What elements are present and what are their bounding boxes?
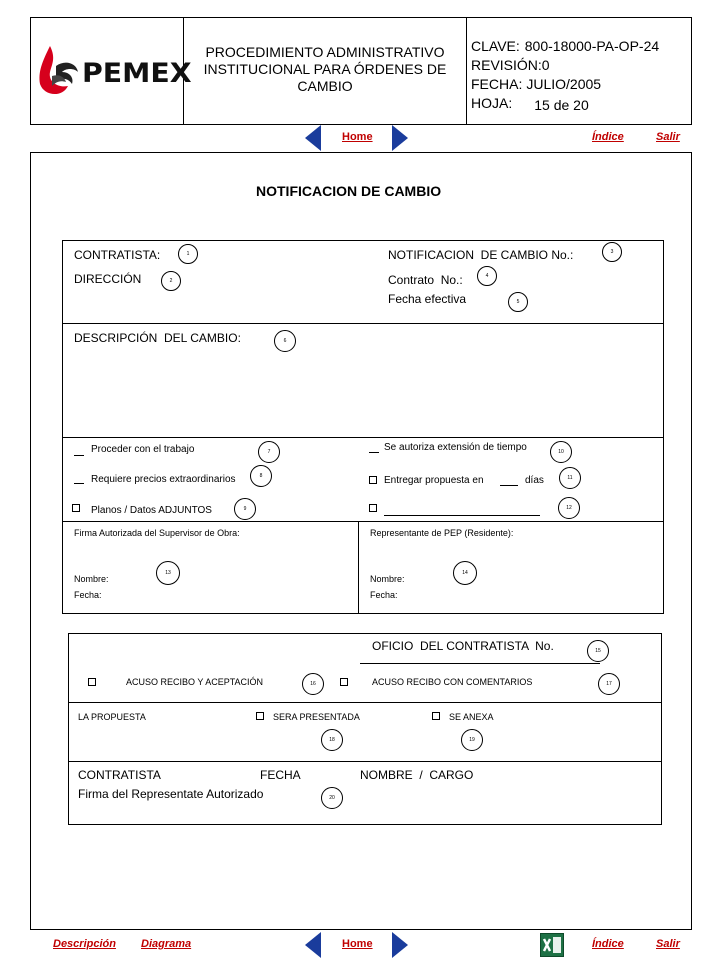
dias-label: días bbox=[525, 475, 544, 486]
blank-line bbox=[369, 452, 379, 453]
bottom-indice-link[interactable]: Índice bbox=[592, 938, 624, 950]
next-arrow-icon[interactable] bbox=[392, 932, 408, 958]
representante-pep-label: Representante de PEP (Residente): bbox=[370, 528, 514, 538]
pep-nombre-label: Nombre: bbox=[370, 574, 405, 584]
notification-form bbox=[62, 240, 664, 614]
prev-arrow-icon[interactable] bbox=[305, 932, 321, 958]
other-blank bbox=[384, 515, 540, 516]
marker-12: 12 bbox=[558, 497, 580, 519]
fecha-value: JULIO/2005 bbox=[526, 76, 602, 92]
marker-18: 18 bbox=[321, 729, 343, 751]
sera-presentada-checkbox[interactable] bbox=[256, 712, 264, 720]
marker-15: 15 bbox=[587, 640, 609, 662]
clave-value: 800-18000-PA-OP-24 bbox=[524, 38, 660, 54]
marker-13: 13 bbox=[156, 561, 180, 585]
marker-16: 16 bbox=[302, 673, 324, 695]
marker-17: 17 bbox=[598, 673, 620, 695]
la-propuesta-label: LA PROPUESTA bbox=[78, 712, 146, 722]
marker-4: 4 bbox=[477, 266, 497, 286]
descripcion-label: DESCRIPCIÓN DEL CAMBIO: bbox=[74, 331, 241, 345]
marker-14: 14 bbox=[453, 561, 477, 585]
document-title: PROCEDIMIENTO ADMINISTRATIVO INSTITUCIONAL PARA ÓRDENES DE CAMBIO bbox=[203, 44, 447, 94]
sera-presentada-label: SERA PRESENTADA bbox=[273, 712, 360, 722]
marker-9: 9 bbox=[234, 498, 256, 520]
marker-6: 6 bbox=[274, 330, 296, 352]
divider bbox=[62, 437, 664, 438]
dias-blank bbox=[500, 485, 518, 486]
clave-label: CLAVE: bbox=[471, 38, 520, 54]
bottom-descripcion-link[interactable]: Descripción bbox=[53, 938, 116, 950]
marker-2: 2 bbox=[161, 271, 181, 291]
marker-10: 10 bbox=[550, 441, 572, 463]
acuse-comentarios-checkbox[interactable] bbox=[340, 678, 348, 686]
divider bbox=[62, 521, 664, 522]
pemex-logo bbox=[34, 40, 192, 100]
fecha2-label: FECHA bbox=[260, 768, 301, 782]
firma-supervisor-label: Firma Autorizada del Supervisor de Obra: bbox=[74, 528, 240, 538]
direccion-label: DIRECCIÓN bbox=[74, 272, 142, 286]
autoriza-label: Se autoriza extensión de tiempo bbox=[384, 442, 527, 453]
revision-label: REVISIÓN: bbox=[471, 57, 542, 73]
contratista2-label: CONTRATISTA bbox=[78, 768, 161, 782]
contrato-label: Contrato No.: bbox=[388, 273, 463, 287]
notificacion-label: NOTIFICACION DE CAMBIO No.: bbox=[388, 248, 574, 262]
fecha-label: FECHA: bbox=[471, 76, 523, 92]
signature-divider bbox=[358, 521, 359, 614]
bottom-diagrama-link[interactable]: Diagrama bbox=[141, 938, 192, 950]
next-arrow-icon[interactable] bbox=[392, 125, 408, 151]
divider bbox=[68, 761, 662, 762]
marker-19: 19 bbox=[461, 729, 483, 751]
top-salir-link[interactable]: Salir bbox=[656, 131, 680, 143]
hoja-label: HOJA: bbox=[471, 95, 513, 111]
marker-7: 7 bbox=[258, 441, 280, 463]
fecha-efectiva-label: Fecha efectiva bbox=[388, 292, 467, 306]
hoja-value: 15 de 20 bbox=[534, 97, 589, 113]
se-anexa-checkbox[interactable] bbox=[432, 712, 440, 720]
marker-1: 1 bbox=[178, 244, 198, 264]
blank-line bbox=[74, 483, 84, 484]
marker-20: 20 bbox=[321, 787, 343, 809]
planos-checkbox[interactable] bbox=[72, 504, 80, 512]
marker-3: 3 bbox=[602, 242, 622, 262]
planos-label: Planos / Datos ADJUNTOS bbox=[91, 505, 212, 516]
entregar-label: Entregar propuesta en bbox=[384, 475, 484, 486]
logo-text: PEMEX bbox=[82, 58, 192, 89]
proceder-label: Proceder con el trabajo bbox=[91, 444, 195, 455]
marker-11: 11 bbox=[559, 467, 581, 489]
marker-5: 5 bbox=[508, 292, 528, 312]
bottom-home-link[interactable]: Home bbox=[342, 938, 373, 950]
acuse-aceptacion-label: ACUSO RECIBO Y ACEPTACIÓN bbox=[126, 677, 264, 687]
prev-arrow-icon[interactable] bbox=[305, 125, 321, 151]
divider bbox=[68, 702, 662, 703]
acuse-aceptacion-checkbox[interactable] bbox=[88, 678, 96, 686]
marker-8: 8 bbox=[250, 465, 272, 487]
divider bbox=[62, 323, 664, 324]
firma-representante-label: Firma del Representate Autorizado bbox=[78, 787, 264, 801]
se-anexa-label: SE ANEXA bbox=[449, 712, 494, 722]
form-title: NOTIFICACION DE CAMBIO bbox=[256, 183, 442, 199]
pep-fecha-label: Fecha: bbox=[370, 590, 398, 600]
revision-value: 0 bbox=[541, 57, 550, 73]
header-divider-2 bbox=[466, 17, 467, 125]
contratista-label: CONTRATISTA: bbox=[74, 248, 161, 262]
entregar-checkbox[interactable] bbox=[369, 476, 377, 484]
oficio-label: OFICIO DEL CONTRATISTA No. bbox=[372, 639, 554, 653]
acuse-comentarios-label: ACUSO RECIBO CON COMENTARIOS bbox=[372, 677, 533, 687]
top-indice-link[interactable]: Índice bbox=[592, 131, 624, 143]
other-checkbox[interactable] bbox=[369, 504, 377, 512]
oficio-underline bbox=[360, 663, 600, 664]
supervisor-fecha-label: Fecha: bbox=[74, 590, 102, 600]
requiere-label: Requiere precios extraordinarios bbox=[91, 474, 236, 485]
bottom-salir-link[interactable]: Salir bbox=[656, 938, 680, 950]
blank-line bbox=[74, 455, 84, 456]
excel-icon[interactable] bbox=[540, 933, 564, 957]
header-meta bbox=[471, 37, 691, 113]
supervisor-nombre-label: Nombre: bbox=[74, 574, 109, 584]
top-home-link[interactable]: Home bbox=[342, 131, 373, 143]
nombre-cargo-label: NOMBRE / CARGO bbox=[360, 768, 474, 782]
